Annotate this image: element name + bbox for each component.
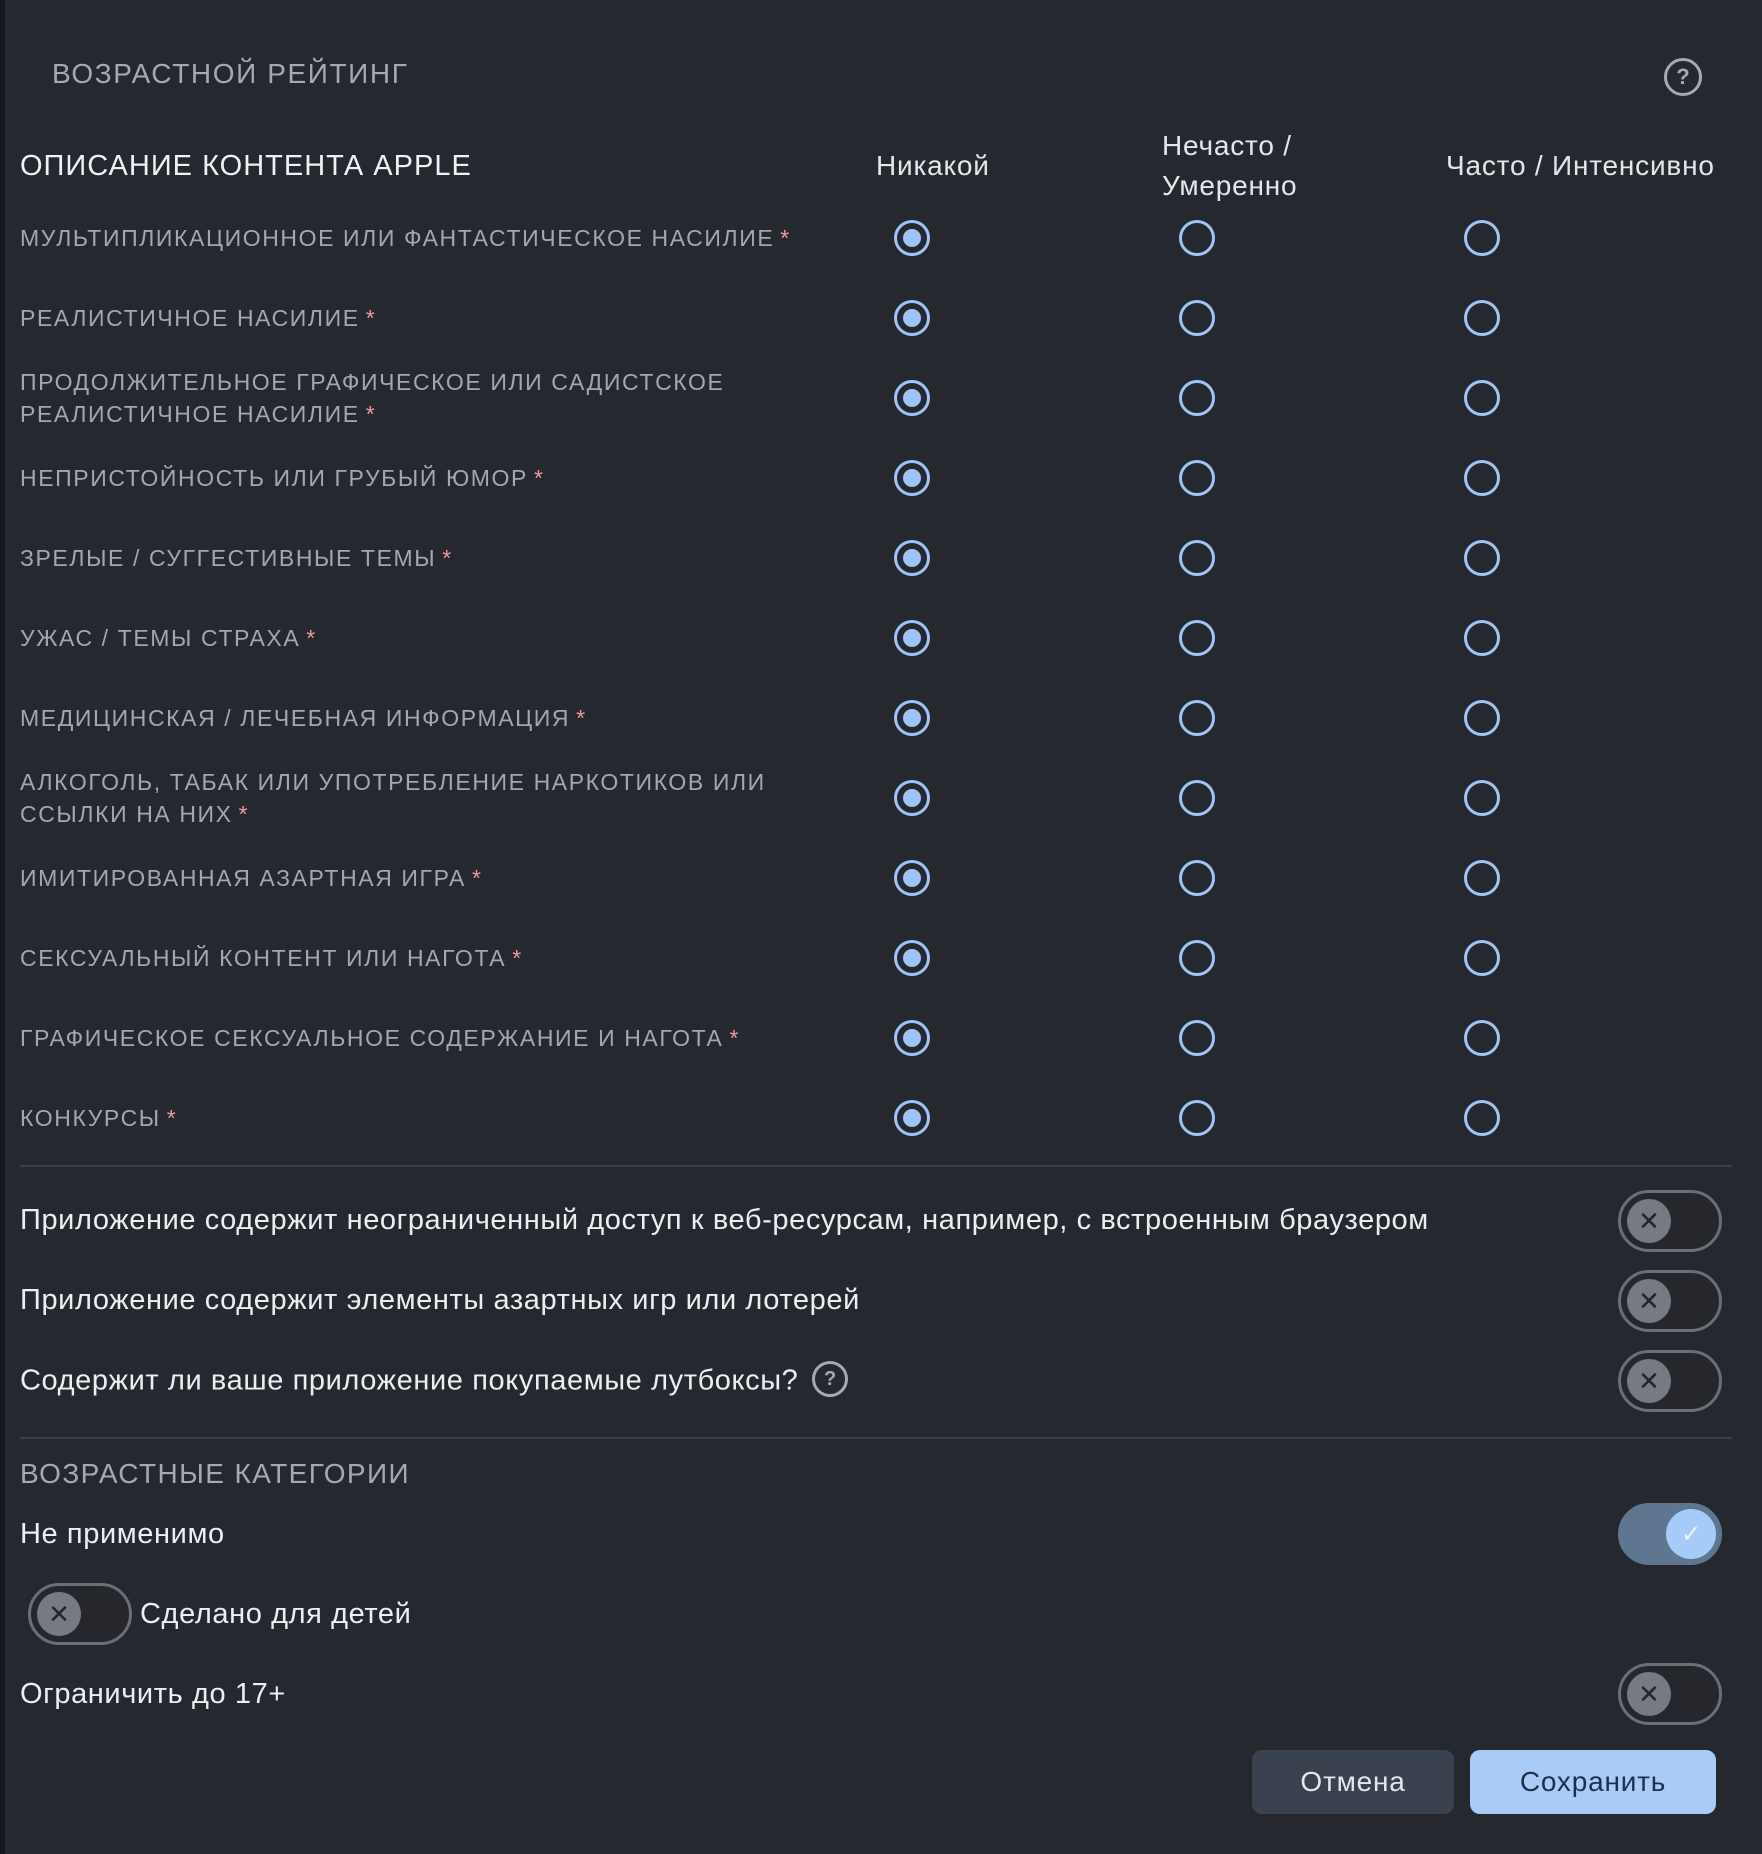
radio-frequent[interactable]: [1464, 300, 1500, 336]
row-label-text: УЖАС / ТЕМЫ СТРАХА: [20, 625, 301, 651]
required-mark: *: [729, 1025, 741, 1051]
radio-frequent[interactable]: [1464, 1100, 1500, 1136]
radio-none[interactable]: [894, 620, 930, 656]
required-mark: *: [365, 305, 377, 331]
left-edge: [0, 0, 5, 1854]
content-row-label: [20, 862, 880, 894]
checkmark-icon: ✓: [1666, 1509, 1716, 1559]
toggle-restrict-17[interactable]: [1618, 1663, 1722, 1725]
required-mark: *: [533, 465, 545, 491]
row-label-text: ИМИТИРОВАННАЯ АЗАРТНАЯ ИГРА: [20, 865, 466, 891]
radio-infrequent[interactable]: [1179, 220, 1215, 256]
radio-frequent[interactable]: [1464, 620, 1500, 656]
radio-none[interactable]: [894, 460, 930, 496]
radio-frequent[interactable]: [1464, 940, 1500, 976]
radio-frequent[interactable]: [1464, 1020, 1500, 1056]
required-mark: *: [238, 801, 250, 827]
divider: [20, 1437, 1732, 1439]
required-mark: *: [166, 1105, 178, 1131]
row-label-text: ГРАФИЧЕСКОЕ СЕКСУАЛЬНОЕ СОДЕРЖАНИЕ И НАГОТА: [20, 1025, 724, 1051]
required-mark: *: [780, 225, 791, 251]
radio-infrequent[interactable]: [1179, 460, 1215, 496]
radio-frequent[interactable]: [1464, 540, 1500, 576]
radio-infrequent[interactable]: [1179, 1100, 1215, 1136]
content-row-label: [20, 542, 880, 574]
content-row-label: [20, 1102, 880, 1134]
row-label-text: ПРОДОЛЖИТЕЛЬНОЕ ГРАФИЧЕСКОЕ ИЛИ САДИСТСКОЕ РЕАЛИСТИЧНОЕ НАСИЛИЕ: [20, 369, 725, 427]
row-label-text: АЛКОГОЛЬ, ТАБАК ИЛИ УПОТРЕБЛЕНИЕ НАРКОТИКОВ ИЛИ ССЫЛКИ НА НИХ: [20, 769, 766, 827]
toggle-lootboxes[interactable]: [1618, 1350, 1722, 1412]
radio-none[interactable]: [894, 1100, 930, 1136]
question-web-access: [20, 1204, 1429, 1237]
not-applicable-label: Не применимо: [20, 1518, 225, 1550]
x-icon: ✕: [1627, 1672, 1671, 1716]
radio-none[interactable]: [894, 1020, 930, 1056]
content-row-label: [20, 222, 880, 254]
x-icon: ✕: [37, 1592, 81, 1636]
required-mark: *: [365, 401, 377, 427]
radio-frequent[interactable]: [1464, 220, 1500, 256]
radio-frequent[interactable]: [1464, 780, 1500, 816]
question-label: Приложение содержит элементы азартных игр или лотерей: [20, 1284, 860, 1316]
column-infrequent: Нечасто / Умеренно: [1162, 130, 1298, 201]
question-gambling: [20, 1284, 860, 1317]
dialog-title: ВОЗРАСТНОЙ РЕЙТИНГ: [52, 58, 409, 89]
toggle-gambling[interactable]: [1618, 1270, 1722, 1332]
question-circle-icon[interactable]: ?: [812, 1361, 848, 1397]
row-label-text: МУЛЬТИПЛИКАЦИОННОЕ ИЛИ ФАНТАСТИЧЕСКОЕ НАСИЛИЕ: [20, 225, 775, 251]
content-row-label: [20, 622, 880, 654]
content-description-header: ОПИСАНИЕ КОНТЕНТА APPLE: [20, 150, 472, 182]
radio-none[interactable]: [894, 300, 930, 336]
radio-infrequent[interactable]: [1179, 540, 1215, 576]
radio-infrequent[interactable]: [1179, 300, 1215, 336]
toggle-made-for-kids[interactable]: [28, 1583, 132, 1645]
radio-infrequent[interactable]: [1179, 1020, 1215, 1056]
x-icon: ✕: [1627, 1359, 1671, 1403]
required-mark: *: [442, 545, 453, 571]
made-for-kids-label: Сделано для детей: [140, 1598, 412, 1630]
content-row-label: [20, 942, 880, 974]
radio-infrequent[interactable]: [1179, 940, 1215, 976]
required-mark: *: [576, 705, 587, 731]
row-label-text: СЕКСУАЛЬНЫЙ КОНТЕНТ ИЛИ НАГОТА: [20, 945, 507, 971]
radio-infrequent[interactable]: [1179, 380, 1215, 416]
radio-frequent[interactable]: [1464, 860, 1500, 896]
radio-infrequent[interactable]: [1179, 620, 1215, 656]
required-mark: *: [512, 945, 523, 971]
radio-frequent[interactable]: [1464, 460, 1500, 496]
radio-none[interactable]: [894, 860, 930, 896]
row-label-text: НЕПРИСТОЙНОСТЬ ИЛИ ГРУБЫЙ ЮМОР: [20, 465, 528, 491]
radio-frequent[interactable]: [1464, 380, 1500, 416]
row-label-text: РЕАЛИСТИЧНОЕ НАСИЛИЕ: [20, 305, 360, 331]
question-label: Содержит ли ваше приложение покупаемые лутбоксы?: [20, 1364, 799, 1397]
content-row-label: [20, 702, 880, 734]
question-lootboxes: [20, 1364, 848, 1400]
content-row-label: [20, 302, 880, 334]
radio-none[interactable]: [894, 940, 930, 976]
radio-none[interactable]: [894, 540, 930, 576]
age-categories-title: ВОЗРАСТНЫЕ КАТЕГОРИИ: [20, 1458, 411, 1489]
divider: [20, 1165, 1732, 1167]
radio-infrequent[interactable]: [1179, 860, 1215, 896]
column-none: Никакой: [876, 150, 990, 181]
radio-infrequent[interactable]: [1179, 700, 1215, 736]
question-label: Приложение содержит неограниченный доступ к веб-ресурсам, например, с встроенным браузером: [20, 1204, 1429, 1236]
required-mark: *: [306, 625, 317, 651]
row-label-text: МЕДИЦИНСКАЯ / ЛЕЧЕБНАЯ ИНФОРМАЦИЯ: [20, 705, 571, 731]
row-label-text: КОНКУРСЫ: [20, 1105, 161, 1131]
column-frequent: Часто / Интенсивно: [1446, 150, 1715, 181]
content-row-label: [20, 1022, 880, 1054]
radio-infrequent[interactable]: [1179, 780, 1215, 816]
content-row-label: [20, 462, 880, 494]
radio-none[interactable]: [894, 700, 930, 736]
toggle-not-applicable[interactable]: [1618, 1503, 1722, 1565]
radio-none[interactable]: [894, 780, 930, 816]
save-button[interactable]: Сохранить: [1470, 1750, 1716, 1814]
toggle-web-access[interactable]: [1618, 1190, 1722, 1252]
cancel-button[interactable]: Отмена: [1252, 1750, 1454, 1814]
question-circle-icon[interactable]: ?: [1664, 58, 1702, 96]
radio-none[interactable]: [894, 220, 930, 256]
required-mark: *: [471, 865, 483, 891]
radio-frequent[interactable]: [1464, 700, 1500, 736]
row-label-text: ЗРЕЛЫЕ / СУГГЕСТИВНЫЕ ТЕМЫ: [20, 545, 437, 571]
x-icon: ✕: [1627, 1279, 1671, 1323]
restrict-17-label: Ограничить до 17+: [20, 1678, 286, 1710]
content-row-label: [20, 366, 880, 430]
x-icon: ✕: [1627, 1199, 1671, 1243]
radio-none[interactable]: [894, 380, 930, 416]
content-row-label: [20, 766, 880, 830]
